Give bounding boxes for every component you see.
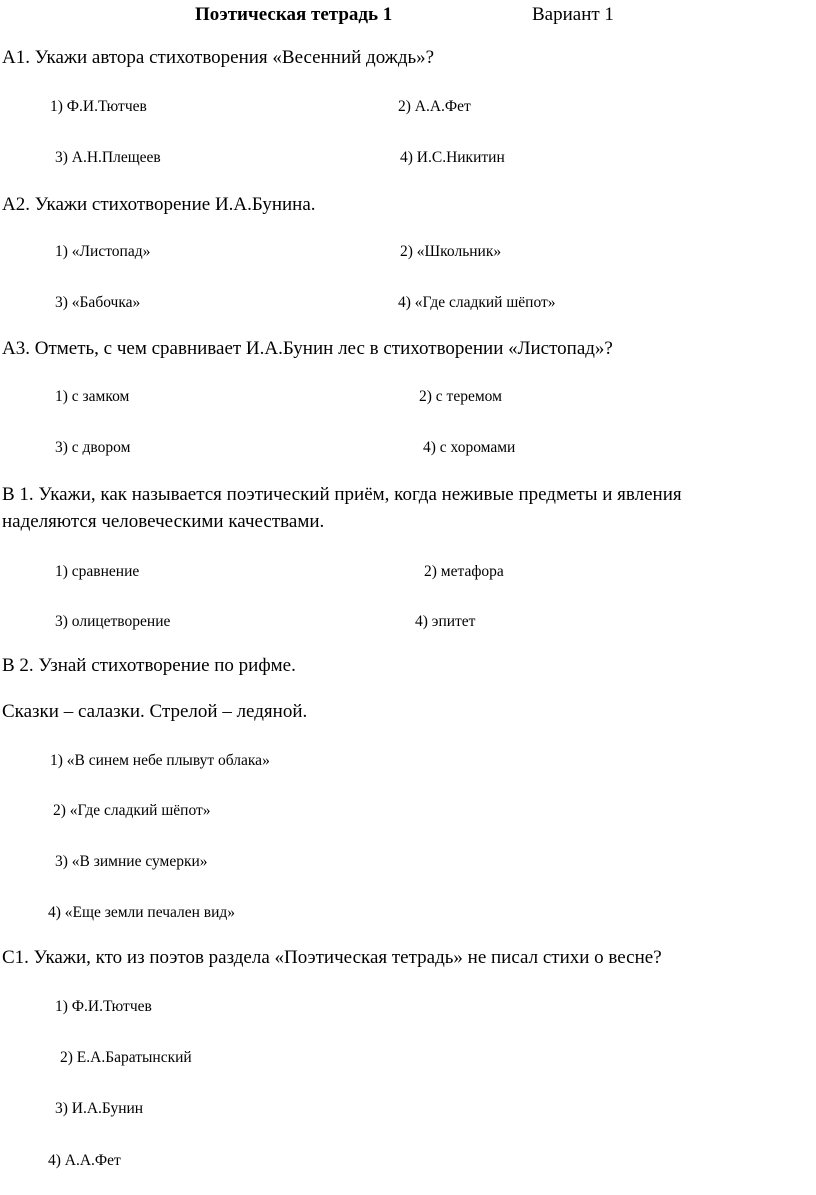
option-a3-1: 1) с замком [55,388,130,405]
option-a2-4: 4) «Где сладкий шёпот» [398,294,556,311]
variant-label: Вариант 1 [532,4,614,25]
option-c1-1: 1) Ф.И.Тютчев [55,998,152,1015]
question-a2: А2. Укажи стихотворение И.А.Бунина. [2,194,316,215]
option-a1-1: 1) Ф.И.Тютчев [50,98,147,115]
option-c1-3: 3) И.А.Бунин [55,1100,144,1117]
option-a1-2: 2) А.А.Фет [398,98,471,115]
option-a2-2: 2) «Школьник» [400,243,502,260]
option-b1-1: 1) сравнение [55,563,140,580]
question-b1-line1: В 1. Укажи, как называется поэтический приём, когда неживые предметы и явления [2,484,682,505]
question-a1: А1. Укажи автора стихотворения «Весенний дождь»? [2,47,435,68]
option-b1-2: 2) метафора [424,563,504,580]
option-a2-3: 3) «Бабочка» [55,294,141,311]
option-b1-3: 3) олицетворение [55,613,171,630]
option-a3-4: 4) с хоромами [423,439,516,456]
option-b2-1: 1) «В синем небе плывут облака» [50,752,270,769]
option-b2-2: 2) «Где сладкий шёпот» [53,802,211,819]
question-a3: А3. Отметь, с чем сравнивает И.А.Бунин лес в стихотворении «Листопад»? [2,338,613,359]
option-a2-1: 1) «Листопад» [55,243,151,260]
question-b2-rhyme: Сказки – салазки. Стрелой – ледяной. [2,701,308,722]
option-b1-4: 4) эпитет [415,613,476,630]
option-c1-2: 2) Е.А.Баратынский [60,1049,192,1066]
option-a3-2: 2) с теремом [419,388,502,405]
question-c1: С1. Укажи, кто из поэтов раздела «Поэтическая тетрадь» не писал стихи о весне? [2,947,662,968]
option-b2-3: 3) «В зимние сумерки» [55,853,208,870]
question-b1-line2: наделяются человеческими качествами. [2,511,325,532]
option-c1-4: 4) А.А.Фет [48,1152,121,1169]
option-a1-3: 3) А.Н.Плещеев [55,149,161,166]
option-a3-3: 3) с двором [55,439,131,456]
option-a1-4: 4) И.С.Никитин [400,149,505,166]
page-title: Поэтическая тетрадь 1 [195,4,393,25]
question-b2: В 2. Узнай стихотворение по рифме. [2,655,296,676]
option-b2-4: 4) «Еще земли печален вид» [48,904,236,921]
